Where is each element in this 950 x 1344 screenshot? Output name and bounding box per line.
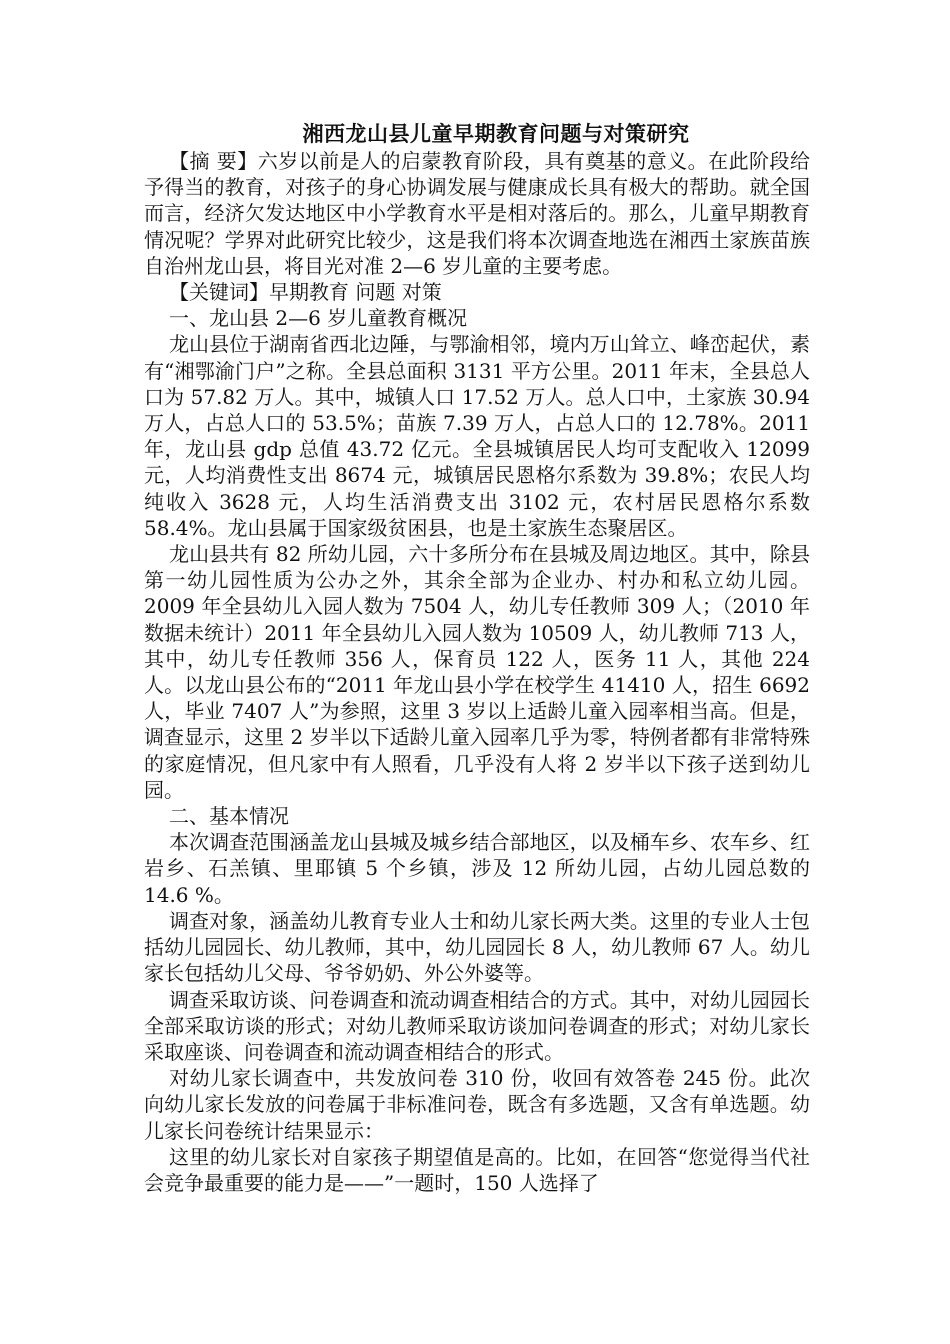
document-title: 湘西龙山县儿童早期教育问题与对策研究 xyxy=(302,122,690,146)
section-heading-2: 二、基本情况 xyxy=(169,804,289,829)
section-heading-1: 一、龙山县 2—6 岁儿童教育概况 xyxy=(169,306,468,331)
body-paragraph: 对幼儿家长调查中，共发放问卷 310 份，收回有效答卷 245 份。此次向幼儿家长发放的问卷属于非标准问卷，既含有多选题，又含有单选题。幼儿家长问卷统计结果显示： xyxy=(144,1066,810,1143)
keywords-line: 【关键词】早期教育 问题 对策 xyxy=(169,280,442,305)
body-paragraph: 龙山县位于湖南省西北边陲，与鄂渝相邻，境内万山耸立、峰峦起伏，素有“湘鄂渝门户”之称。全县总面积 3131 平方公里。2011 年末，全县总人口为 57.82 万人。其中，城镇人口 17.52 万人。总人口中，土家族 30.94 万人，占总人口的 53.5%；苗族 7.39 万人，占总人口的 12.78%。2011 年，龙山县 gdp 总值 43.72 亿元。全县城镇居民人均可支配收入 12099 元，人均消费性支出 8674 元，城镇居民恩格尔系数为 39.8%；农民人均纯收入 3628 元，人均生活消费支出 3102 元，农村居民恩格尔系数 58.4%。龙山县属于国家级贫困县，也是土家族生态聚居区。 xyxy=(144,332,810,540)
body-paragraph: 本次调查范围涵盖龙山县城及城乡结合部地区，以及桶车乡、农车乡、红岩乡、石羔镇、里耶镇 5 个乡镇，涉及 12 所幼儿园，占幼儿园总数的 14.6 %。 xyxy=(144,830,810,907)
body-paragraph: 调查采取访谈、问卷调查和流动调查相结合的方式。其中，对幼儿园园长全部采取访谈的形式；对幼儿教师采取访谈加问卷调查的形式；对幼儿家长采取座谈、问卷调查和流动调查相结合的形式。 xyxy=(144,987,810,1064)
body-paragraph: 龙山县共有 82 所幼儿园，六十多所分布在县城及周边地区。其中，除县第一幼儿园性质为公办之外，其余全部为企业办、村办和私立幼儿园。2009 年全县幼儿入园人数为 7504 人，幼儿专任教师 309 人；（2010 年数据未统计）2011 年全县幼儿入园人数为 10509 人，幼儿教师 713 人，其中，幼儿专任教师 356 人，保育员 122 人，医务 11 人，其他 224 人。以龙山县公布的“2011 年龙山县小学在校学生 41410 人，招生 6692 人，毕业 7407 人”为参照，这里 3 岁以上适龄儿童入园率相当高。但是，调查显示，这里 2 岁半以下适龄儿童入园率几乎为零，特例者都有非常特殊的家庭情况，但凡家中有人照看，几乎没有人将 2 岁半以下孩子送到幼儿园。 xyxy=(144,542,810,802)
body-paragraph: 这里的幼儿家长对自家孩子期望值是高的。比如，在回答“您觉得当代社会竞争最重要的能力是——”一题时，150 人选择了 xyxy=(144,1144,810,1195)
body-paragraph: 调查对象，涵盖幼儿教育专业人士和幼儿家长两大类。这里的专业人士包括幼儿园园长、幼儿教师，其中，幼儿园园长 8 人，幼儿教师 67 人。幼儿家长包括幼儿父母、爷爷奶奶、外公外婆等。 xyxy=(144,908,810,986)
abstract-paragraph: 【摘 要】六岁以前是人的启蒙教育阶段，具有奠基的意义。在此阶段给予得当的教育，对孩子的身心协调发展与健康成长具有极大的帮助。就全国而言，经济欠发达地区中小学教育水平是相对落后的。那么，儿童早期教育情况呢？学界对此研究比较少，这是我们将本次调查地选在湘西土家族苗族自治州龙山县，将目光对准 2—6 岁儿童的主要考虑。 xyxy=(144,149,810,278)
document-body xyxy=(144,120,810,1196)
